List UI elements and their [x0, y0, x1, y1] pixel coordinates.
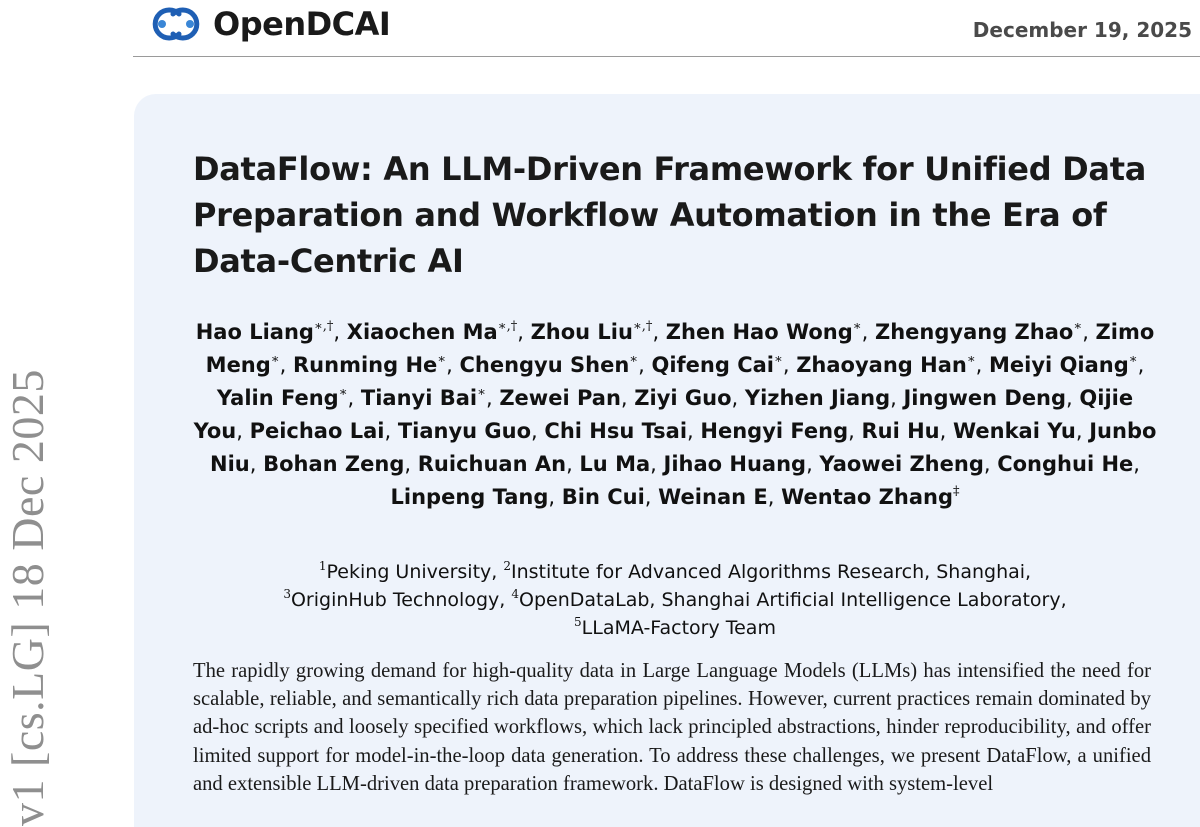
arxiv-identifier-stamp: v1 [cs.LG] 18 Dec 2025 — [2, 369, 53, 826]
author-entry — [544, 419, 687, 443]
affiliation-name: OriginHub Technology — [290, 589, 500, 611]
author-footnote-mark: ∗ — [629, 352, 639, 367]
author-entry — [953, 419, 1076, 443]
affiliation-entry — [574, 617, 776, 639]
affiliation-number: 4 — [511, 587, 519, 601]
author-name: Chengyu Shen — [459, 353, 630, 377]
affiliation-name: Institute for Advanced Algorithms Research, Shanghai — [511, 561, 1026, 583]
author-name: Rui Hu — [861, 419, 940, 443]
author-name: Meiyi Qiang — [989, 353, 1129, 377]
author-entry — [700, 419, 848, 443]
author-name: Jingwen Deng — [903, 386, 1067, 410]
author-name: Ruichuan An — [417, 452, 567, 476]
author-name: Qijie You — [193, 386, 1134, 443]
author-footnote-mark: ‡ — [952, 484, 960, 499]
author-name: Zimo Meng — [205, 320, 1155, 377]
affiliation-entry — [511, 589, 1060, 611]
author-footnote-mark: ∗ — [437, 352, 447, 367]
author-footnote-mark: ∗ — [1128, 352, 1138, 367]
author-name: Junbo Niu — [210, 419, 1157, 476]
author-entry — [997, 452, 1133, 476]
opendcai-logo — [146, 0, 390, 48]
author-name: Qifeng Cai — [651, 353, 774, 377]
affiliation-name: OpenDataLab, Shanghai Artificial Intelligence Laboratory — [519, 589, 1061, 611]
author-name: Bohan Zeng — [263, 452, 405, 476]
author-name: Lu Ma — [579, 452, 651, 476]
affiliation-entry — [503, 561, 1025, 583]
author-footnote-mark: ∗,† — [632, 319, 653, 334]
author-entry — [391, 485, 549, 509]
author-name: Chi Hsu Tsai — [544, 419, 688, 443]
author-name: Yaowei Zheng — [819, 452, 984, 476]
author-entry — [651, 353, 782, 377]
author-name: Tianyi Bai — [360, 386, 478, 410]
author-entry — [499, 386, 621, 410]
author-footnote-mark: ∗ — [477, 385, 486, 400]
author-footnote-mark: ∗ — [774, 352, 783, 367]
author-entry — [819, 452, 983, 476]
author-entry — [796, 353, 975, 377]
author-entry — [263, 452, 404, 476]
author-entry — [861, 419, 939, 443]
affiliation-number: 5 — [574, 615, 582, 629]
author-name: Tianyu Guo — [397, 419, 532, 443]
author-entry — [745, 386, 890, 410]
author-name: Zhen Hao Wong — [665, 320, 853, 344]
author-name: Wenkai Yu — [952, 419, 1076, 443]
author-entry — [658, 485, 768, 509]
author-footnote-mark: ∗ — [1073, 319, 1083, 334]
author-entry — [666, 320, 862, 344]
author-name: Yizhen Jiang — [744, 386, 891, 410]
author-entry — [989, 353, 1138, 377]
opendcai-logo-icon — [146, 4, 206, 44]
author-entry — [562, 485, 645, 509]
author-entry — [781, 485, 959, 509]
author-footnote-mark: ∗ — [852, 319, 862, 334]
author-name: Zewei Pan — [499, 386, 621, 410]
author-entry — [217, 386, 348, 410]
author-name: Jihao Huang — [663, 452, 807, 476]
author-footnote-mark: ∗ — [270, 352, 280, 367]
author-entry — [196, 320, 334, 344]
affiliation-entry — [319, 561, 491, 583]
author-footnote-mark: ∗ — [338, 385, 348, 400]
author-name: Hengyi Feng — [700, 419, 849, 443]
paper-title: DataFlow: An LLM-Driven Framework for Unified Data Preparation and Workflow Automation in the Era of Data-Centric AI — [193, 150, 1146, 280]
author-name: Wentao Zhang — [781, 485, 953, 509]
author-entry — [398, 419, 531, 443]
author-footnote-mark: ∗,† — [313, 319, 334, 334]
author-entry — [903, 386, 1066, 410]
author-name: Peichao Lai — [249, 419, 385, 443]
author-name: Linpeng Tang — [390, 485, 549, 509]
author-footnote-mark: ∗ — [966, 352, 976, 367]
affiliation-name: LLaMA-Factory Team — [581, 617, 776, 639]
affiliation-number: 1 — [318, 559, 327, 573]
author-name: Xiaochen Ma — [346, 320, 498, 344]
author-entry — [875, 320, 1082, 344]
author-entry — [418, 452, 566, 476]
author-name: Bin Cui — [561, 485, 645, 509]
abstract-text: The rapidly growing demand for high-quality data in Large Language Models (LLMs) has intensified the need for scalable, reliable, and semantically rich data preparation pipelines. However, current practices remain dominated by ad-hoc scripts and loosely specified workflows, which lack principled abstractions, hinder reproducibility, and offer limited support for model-in-the-loop data generation. To address these challenges, we present DataFlow, a unified and extensible LLM-driven data preparation framework. DataFlow is designed with system-level — [193, 660, 1151, 795]
author-name: Weinan E — [658, 485, 768, 509]
author-name: Zhengyang Zhao — [875, 320, 1074, 344]
page-header — [133, 0, 1200, 57]
affiliation-list: $^1$Peking University, $^2$Institute for Advanced Algorithms Research, Shanghai, $^3$OriginHub Technology, $^4$OpenDataLab, Shanghai Artificial Intelligence Laboratory, $^5$LLaMA-Factory Team — [283, 559, 1067, 639]
affiliation-name: Peking University — [326, 561, 492, 583]
author-entry — [347, 320, 517, 344]
author-entry — [293, 353, 446, 377]
author-name: Runming He — [293, 353, 438, 377]
author-entry — [634, 386, 731, 410]
author-name: Conghui He — [997, 452, 1134, 476]
author-list: Hao Liang∗,†, Xiaochen Ma∗,†, Zhou Liu∗,†, Zhen Hao Wong∗, Zhengyang Zhao∗, Zimo Meng∗, Runming He∗, Chengyu Shen∗, Qifeng Cai∗, Zhaoyang Han∗, Meiyi Qiang∗, Yalin Feng∗, Tianyi Bai∗, Zewei Pan, Ziyi Guo, Yizhen Jiang, Jingwen Deng, Qijie You, Peichao Lai, Tianyu Guo, Chi Hsu Tsai, Hengyi Feng, Rui Hu, Wenkai Yu, Junbo Niu, Bohan Zeng, Ruichuan An, Lu Ma, Jihao Huang, Yaowei Zheng, Conghui He, Linpeng Tang, Bin Cui, Weinan E, Wentao Zhang‡ — [193, 319, 1157, 509]
author-entry — [459, 353, 638, 377]
affiliation-number: 2 — [503, 559, 512, 573]
author-entry — [664, 452, 807, 476]
affiliation-entry — [283, 589, 499, 611]
affiliation-number: 3 — [283, 587, 291, 601]
author-entry — [531, 320, 653, 344]
author-entry — [579, 452, 650, 476]
author-entry — [361, 386, 486, 410]
author-entry — [250, 419, 385, 443]
author-name: Zhou Liu — [530, 320, 633, 344]
logo-wordmark: OpenDCAI — [213, 5, 391, 43]
author-footnote-mark: ∗,† — [497, 319, 518, 334]
author-name: Zhaoyang Han — [796, 353, 967, 377]
author-name: Hao Liang — [195, 320, 314, 344]
publication-date: December 19, 2025 — [972, 18, 1192, 42]
author-name: Ziyi Guo — [634, 386, 732, 410]
author-name: Yalin Feng — [216, 386, 339, 410]
